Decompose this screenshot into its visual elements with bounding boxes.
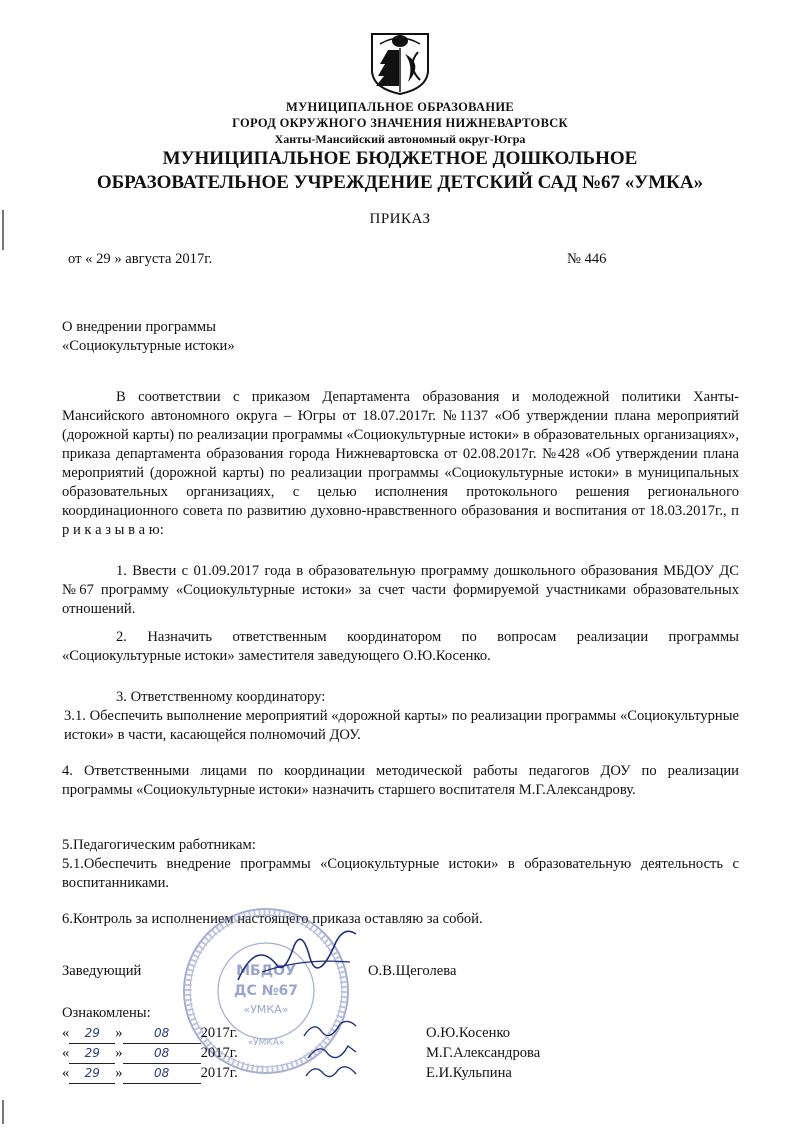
- scan-edge-mark-top: [2, 210, 4, 250]
- acknowledged-label: Ознакомлены:: [62, 1005, 151, 1021]
- director-signature: [232, 918, 362, 998]
- order-item-1: 1. Ввести с 01.09.2017 года в образовательную программу дошкольного образования МБДОУ ДС №67 программу «Социокультурные истоки» за счет части формируемой участниками образовательных отношений.: [62, 563, 739, 617]
- ack-day-1: 29: [69, 1024, 115, 1044]
- header-municipality: МУНИЦИПАЛЬНОЕ ОБРАЗОВАНИЕ: [285, 100, 515, 114]
- subject-line-1: О внедрении программы: [62, 319, 216, 335]
- coat-of-arms-icon: [368, 30, 432, 96]
- intro-paragraph: [62, 388, 739, 540]
- ack-month-1: 08: [123, 1024, 201, 1044]
- order-item-3-1: 3.1. Обеспечить выполнение мероприятий «дорожной карты» по реализации программы «Социокультурные истоки» в части, касающейся полномочий ДОУ.: [64, 708, 739, 743]
- document-type-title: ПРИКАЗ: [369, 211, 431, 227]
- order-item-5-1: 5.1.Обеспечить внедрение программы «Социокультурные истоки» в образовательную деятельность с воспитанниками.: [62, 856, 739, 891]
- stamp-bottom-text: «УМКА»: [247, 1038, 285, 1048]
- ack-year-1: 2017г.: [200, 1025, 238, 1041]
- ack-name-3: Е.И.Кульпина: [426, 1065, 512, 1081]
- signatory-title: Заведующий: [62, 963, 142, 979]
- order-item-5: 5.Педагогическим работникам:: [62, 837, 256, 853]
- order-item-4: 4. Ответственными лицами по координации методической работы педагогов ДОУ по реализации программы «Социокультурные истоки» назначить старшего воспитателя М.Г.Александрову.: [62, 763, 739, 798]
- subject-line-2: «Социокультурные истоки»: [62, 338, 235, 354]
- order-item-3: 3. Ответственному координатору:: [116, 689, 326, 705]
- ack-month-2: 08: [123, 1044, 201, 1064]
- order-number: № 446: [567, 251, 607, 267]
- scan-edge-mark-bottom: [2, 1100, 4, 1124]
- header-institution-line1: МУНИЦИПАЛЬНОЕ БЮДЖЕТНОЕ ДОШКОЛЬНОЕ: [162, 148, 638, 169]
- ack-signature-3: [302, 1060, 360, 1084]
- order-item-2: 2. Назначить ответственным координатором по вопросам реализации программы «Социокультурные истоки» заместителя заведующего О.Ю.Косенко.: [62, 629, 739, 664]
- header-region: Ханты-Мансийский автономный округ-Югра: [274, 132, 526, 146]
- ack-month-3: 08: [123, 1064, 201, 1084]
- ack-year-3: 2017г.: [200, 1065, 238, 1081]
- order-item-6: 6.Контроль за исполнением настоящего приказа оставляю за собой.: [62, 911, 483, 927]
- stamp-center-line-2: ДС №67: [234, 983, 298, 999]
- header-institution-line2: ОБРАЗОВАТЕЛЬНОЕ УЧРЕЖДЕНИЕ ДЕТСКИЙ САД №67 «УМКА»: [96, 172, 704, 193]
- order-word: п р и к а з ы в а ю:: [62, 503, 739, 538]
- ack-row-2: « 29 » 08 2017г.: [62, 1044, 238, 1064]
- stamp-center-line-1: МБДОУ: [236, 963, 296, 979]
- header-city: ГОРОД ОКРУЖНОГО ЗНАЧЕНИЯ НИЖНЕВАРТОВСК: [232, 116, 568, 130]
- signatory-name: О.В.Щеголева: [368, 963, 457, 979]
- ack-day-3: 29: [69, 1064, 115, 1084]
- ack-row-1: « 29 » 08 2017г.: [62, 1024, 238, 1044]
- ack-name-1: О.Ю.Косенко: [426, 1025, 511, 1041]
- ack-year-2: 2017г.: [200, 1045, 238, 1061]
- ack-signature-1: [300, 1016, 360, 1042]
- order-date: от « 29 » августа 2017г.: [68, 251, 213, 267]
- stamp-center-line-3: «УМКА»: [243, 1003, 289, 1016]
- intro-text: В соответствии с приказом Департамента образования и молодежной политики Ханты-Мансийского автономного округа – Югры от 18.07.2017г. №1137 «Об утверждении плана мероприятий (дорожной карты) по реализации программы «Социокультурные истоки» в образовательных организациях», приказа департамента образования города Нижневартовска от 02.08.2017г. №428 «Об утверждении плана мероприятий (дорожной карты) по реализации программы «Социокультурные истоки» в муниципальных образовательных организациях, с целью исполнения протокольного решения регионального координационного совета по развитию духовно-нравственного образования и воспитания от 18.03.2017г.,: [62, 389, 739, 519]
- ack-day-2: 29: [69, 1044, 115, 1064]
- ack-row-3: « 29 » 08 2017г.: [62, 1064, 238, 1084]
- ack-name-2: М.Г.Александрова: [426, 1045, 541, 1061]
